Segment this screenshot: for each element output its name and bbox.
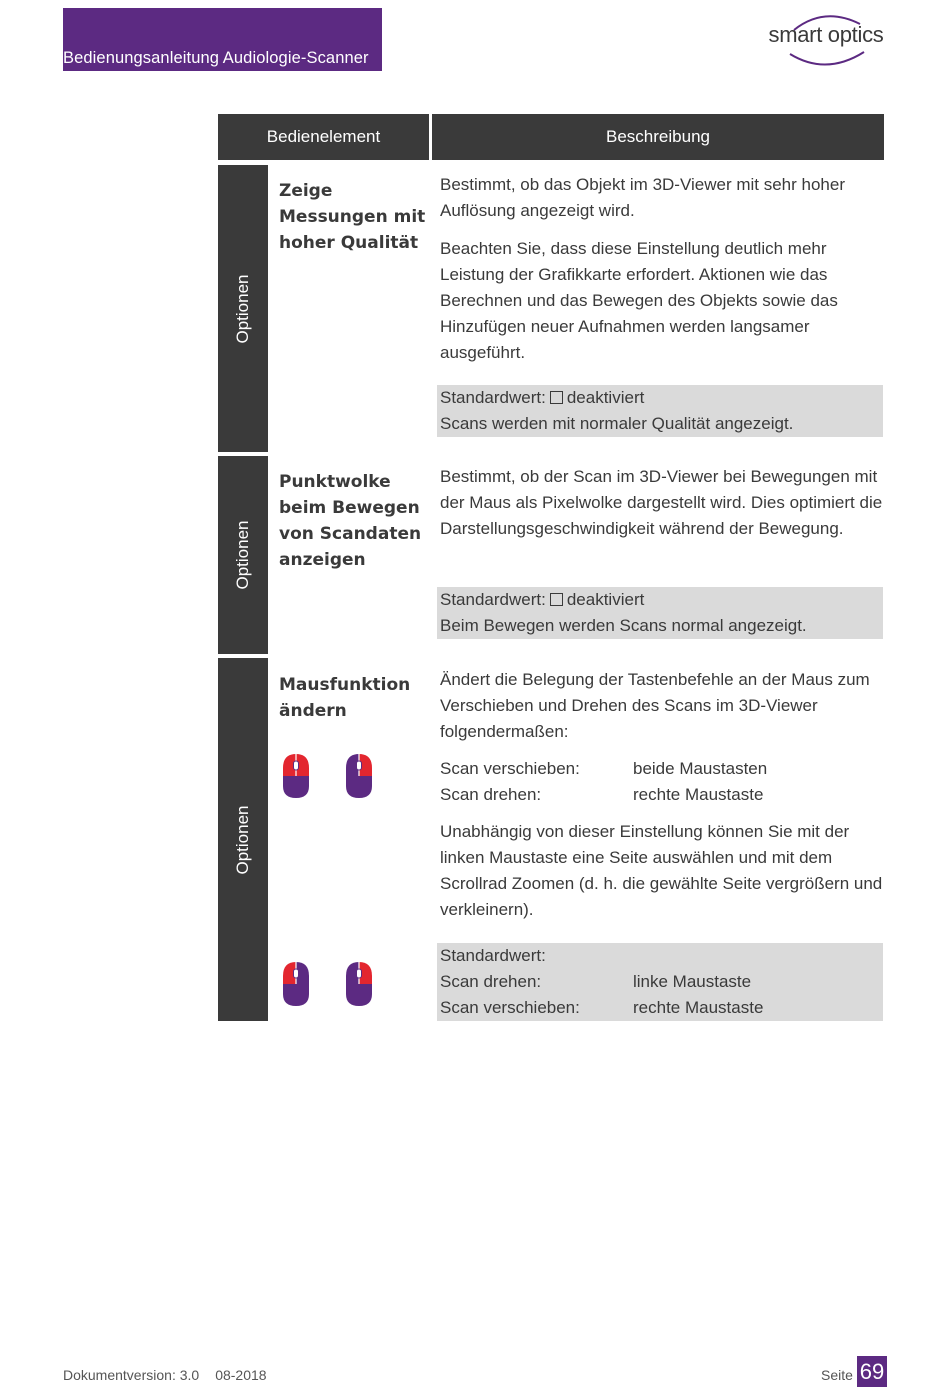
mapping-button: rechte Maustaste	[633, 785, 764, 804]
category-bar	[218, 456, 268, 654]
default-value: deaktiviert	[566, 388, 645, 407]
page-label: Seite	[821, 1367, 853, 1383]
mapping-button: linke Maustaste	[633, 972, 752, 991]
smart-optics-logo	[764, 10, 888, 70]
mapping-action: Scan drehen:	[440, 972, 542, 991]
column-header-description: Beschreibung	[432, 114, 884, 160]
mapping-action: Scan drehen:	[440, 785, 542, 804]
mouse-right-button-icon	[342, 960, 376, 1008]
footer-version	[63, 1367, 267, 1383]
mapping-action: Scan verschieben:	[440, 998, 580, 1017]
default-value-box	[437, 943, 883, 1021]
logo-text: smart optics	[768, 22, 884, 47]
category-bar	[218, 165, 268, 452]
checkbox-unchecked-icon	[550, 391, 563, 404]
default-value: deaktiviert	[566, 590, 645, 609]
document-version: Dokumentversion: 3.0	[63, 1367, 200, 1383]
checkbox-unchecked-icon	[550, 593, 563, 606]
mapping-button: rechte Maustaste	[633, 998, 764, 1017]
mouse-both-buttons-icon	[279, 752, 313, 800]
element-title: Punktwolke beim Bewegen von Scandaten anzeigen	[279, 472, 422, 570]
category-label: Optionen	[233, 520, 252, 590]
default-note: Scans werden mit normaler Qualität angezeigt.	[440, 414, 794, 433]
category-label: Optionen	[233, 805, 252, 874]
mouse-right-button-icon	[342, 752, 376, 800]
default-label: Standardwert:	[440, 388, 546, 407]
page-number: 69	[857, 1356, 887, 1387]
mapping-button: beide Maustasten	[633, 759, 768, 778]
document-date: 08-2018	[215, 1367, 267, 1383]
default-value-box	[437, 587, 883, 639]
header-title: Bedienungsanleitung Audiologie-Scanner	[63, 49, 369, 67]
mapping-action: Scan verschieben:	[440, 759, 580, 778]
mouse-mapping	[440, 756, 886, 808]
description-paragraph: Unabhängig von dieser Einstellung können Sie mit der linken Maustaste eine Seite auswählen und mit dem Scrollrad Zoomen (d. h. die gewählte Seite vergrößern und verkleinern).	[440, 822, 883, 919]
element-title: Mausfunktion ändern	[279, 675, 411, 721]
default-value-box	[437, 385, 883, 437]
description-paragraph: Ändert die Belegung der Tastenbefehle an der Maus zum Verschieben und Drehen des Scans im 3D-Viewer folgendermaßen:	[440, 670, 870, 741]
description-paragraph: Bestimmt, ob der Scan im 3D-Viewer bei Bewegungen mit der Maus als Pixelwolke dargestellt wird. Dies optimiert die Darstellungsgeschwindigkeit während der Bewegung.	[440, 467, 883, 538]
category-bar	[218, 658, 268, 1021]
description-paragraph: Bestimmt, ob das Objekt im 3D-Viewer mit sehr hoher Auflösung angezeigt wird.	[440, 175, 845, 220]
mouse-left-button-icon	[279, 960, 313, 1008]
default-label: Standardwert:	[440, 946, 546, 965]
element-title: Zeige Messungen mit hoher Qualität	[279, 181, 426, 253]
category-label: Optionen	[233, 274, 252, 343]
column-header-element: Bedienelement	[218, 114, 429, 160]
default-note: Beim Bewegen werden Scans normal angezeigt.	[440, 616, 807, 635]
description-paragraph: Beachten Sie, dass diese Einstellung deutlich mehr Leistung der Grafikkarte erfordert. Aktionen wie das Berechnen und das Bewegen des Objekts sowie das Hinzufügen neuer Aufnahmen werden langsamer ausgeführt.	[440, 239, 838, 362]
default-label: Standardwert:	[440, 590, 546, 609]
